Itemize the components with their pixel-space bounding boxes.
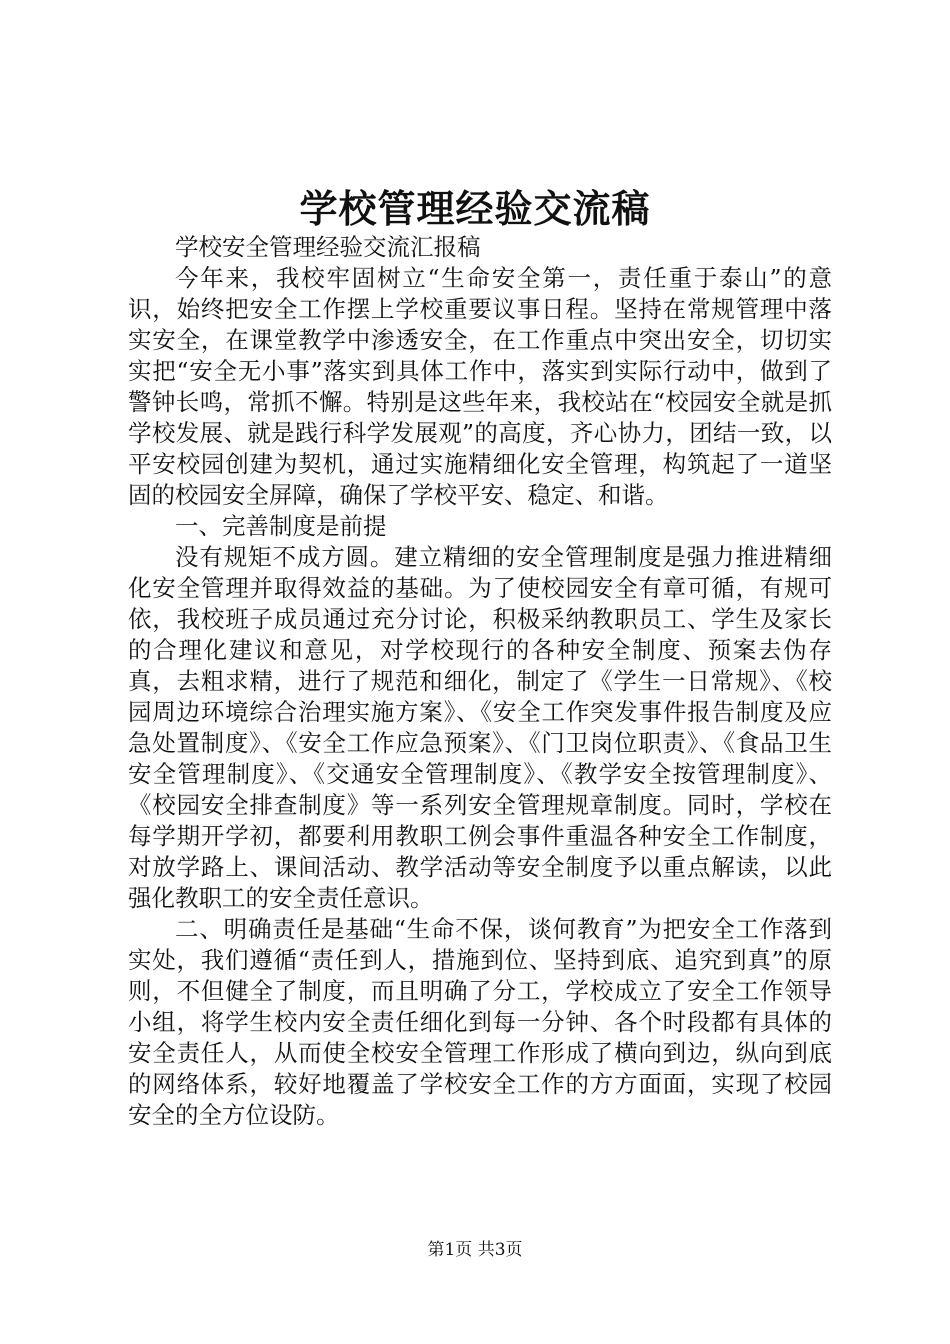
section-paragraph-2: 二、明确责任是基础“生命不保，谈何教育”为把安全工作落到实处，我们遵循“责任到人，措施到位、坚持到底、追究到真”的原则，不但健全了制度，而且明确了分工，学校成立了安全工作领导小组，将学生校内安全责任细化到每一分钟、各个时段都有具体的安全责任人，从而使全校安全管理工作形成了横向到边，纵向到底的网络体系，较好地覆盖了学校安全工作的方方面面，实现了校园安全的全方位设防。 [128,915,832,1129]
document-body [128,232,832,1131]
page-footer: 第1页 共3页 [427,1240,523,1260]
section-paragraph-1: 没有规矩不成方圆。建立精细的安全管理制度是强力推进精细化安全管理并取得效益的基础。为了使校园安全有章可循，有规可依，我校班子成员通过充分讨论，积极采纳教职员工、学生及家长的合理化建议和意见，对学校现行的各种安全制度、预案去伪存真，去粗求精，进行了规范和细化，制定了《学生一日常规》、《校园周边环境综合治理实施方案》、《安全工作突发事件报告制度及应急处置制度》、《安全工作应急预案》、《门卫岗位职责》、《食品卫生安全管理制度》、《交通安全管理制度》、《教学安全按管理制度》、《校园安全排查制度》等一系列安全管理规章制度。同时，学校在每学期开学初，都要利用教职工例会事件重温各种安全工作制度，对放学路上、课间活动、教学活动等安全制度予以重点解读，以此强化教职工的安全责任意识。 [128,543,832,912]
document-title: 学校管理经验交流稿 [299,186,651,231]
subtitle-paragraph: 学校安全管理经验交流汇报稿 [175,233,481,261]
intro-paragraph: 今年来，我校牢固树立“生命安全第一，责任重于泰山”的意识，始终把安全工作摆上学校重要议事日程。坚持在常规管理中落实安全，在课堂教学中渗透安全，在工作重点中突出安全，切切实实把“安全无小事”落实到具体工作中，落实到实际行动中，做到了警钟长鸣，常抓不懈。特别是这些年来，我校站在“校园安全就是抓学校发展、就是践行科学发展观”的高度，齐心协力，团结一致，以平安校园创建为契机，通过实施精细化安全管理，构筑起了一道坚固的校园安全屏障，确保了学校平安、稳定、和谐。 [128,264,832,509]
section-heading-1: 一、完善制度是前提 [175,512,387,540]
